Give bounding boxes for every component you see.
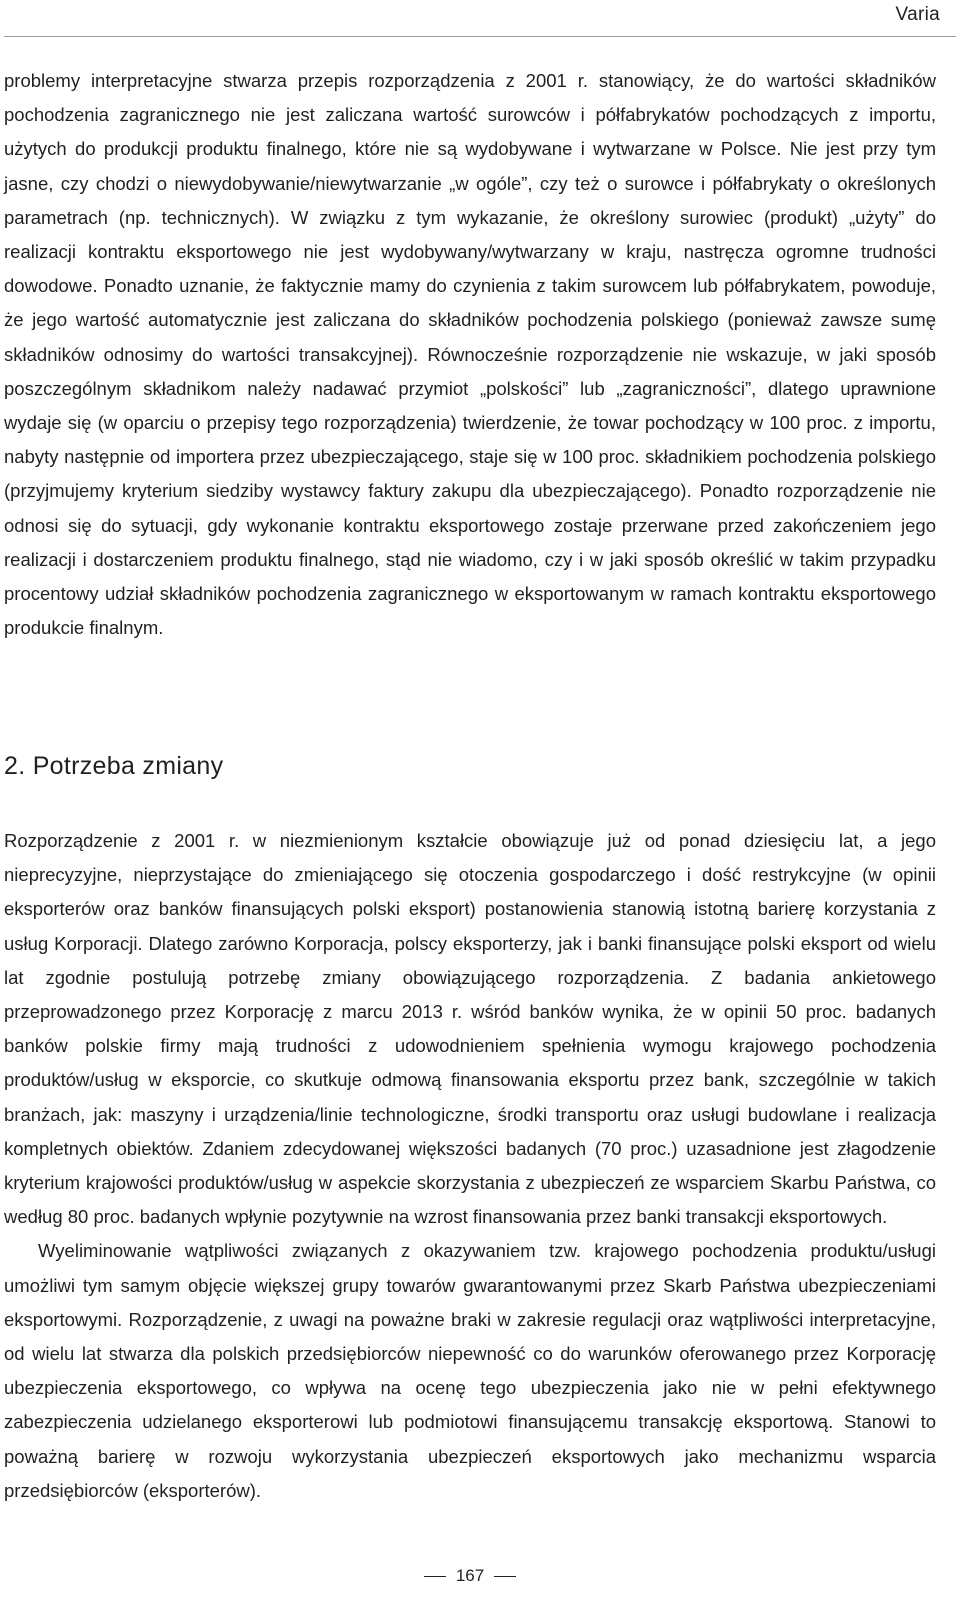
running-head: Varia (895, 4, 940, 25)
folio-dash-right (494, 1576, 516, 1577)
paragraph: problemy interpretacyjne stwarza przepis rozporządzenia z 2001 r. stanowiący, że do wartości składników pochodzenia zagranicznego nie jest zaliczana wartość surowców i półfabrykatów pochodzących z importu, użytych do produkcji produktu finalnego, które nie są wydobywane i wytwarzane w Polsce. Nie jest przy tym jasne, czy chodzi o niewydobywanie/niewytwarzanie „w ogóle”, czy też o surowce i półfabrykaty o określonych parametrach (np. technicznych). W związku z tym wykazanie, że określony surowiec (produkt) „użyty” do realizacji kontraktu eksportowego nie jest wydobywany/wytwarzany w kraju, nastręcza ogromne trudności dowodowe. Ponadto uznanie, że faktycznie mamy do czynienia z takim surowcem lub półfabrykatem, powoduje, że jego wartość automatycznie jest zaliczana do składników pochodzenia polskiego (ponieważ zawsze sumę składników odnosimy do wartości transakcyjnej). Równocześnie rozporządzenie nie wskazuje, w jaki sposób poszczególnym składnikom należy nadawać przymiot „polskości” lub „zagraniczności”, dlatego uprawnione wydaje się (w oparciu o przepisy tego rozporządzenia) twierdzenie, że towar pochodzący w 100 proc. z importu, nabyty następnie od importera przez ubezpieczającego, staje się w 100 proc. składnikiem pochodzenia polskiego (przyjmujemy kryterium siedziby wystawcy faktury zakupu dla ubezpieczającego). Ponadto rozporządzenie nie odnosi się do sytuacji, gdy wykonanie kontraktu eksportowego zostaje przerwane przed zakończeniem jego realizacji i dostarczeniem produktu finalnego, stąd nie wiadomo, czy i w jaki sposób określić w takim przypadku procentowy udział składników pochodzenia zagranicznego w eksportowanym w ramach kontraktu eksportowego produkcie finalnym. (4, 70, 936, 639)
paragraph: Wyeliminowanie wątpliwości związanych z okazywaniem tzw. krajowego pochodzenia produktu/usługi umożliwi tym samym objęcie większej grupy towarów gwarantowanymi przez Skarb Państwa ubezpieczeniami eksportowymi. Rozporządzenie, z uwagi na poważne braki w zakresie regulacji oraz wątpliwości interpretacyjne, od wielu lat stwarza dla polskich przedsiębiorców niepewność co do warunków oferowanego przez Korporację ubezpieczenia eksportowego, co wpływa na ocenę tego ubezpieczenia jako nie w pełni efektywnego zabezpieczenia udzielanego eksporterowi lub podmiotowi finansującemu transakcję eksportową. Stanowi to poważną barierę w rozwoju wykorzystania ubezpieczeń eksportowych jako mechanizmu wsparcia przedsiębiorców (eksporterów). (4, 1240, 936, 1501)
page-folio (0, 1566, 940, 1586)
text-block-lower (4, 824, 936, 1508)
paragraph: Rozporządzenie z 2001 r. w niezmienionym kształcie obowiązuje już od ponad dziesięciu lat, a jego nieprecyzyjne, nieprzystające do zmieniającego się otoczenia gospodarczego i dość restrykcyjne (w opinii eksporterów oraz banków finansujących polski eksport) postanowienia stanowią istotną barierę korzystania z usług Korporacji. Dlatego zarówno Korporacja, polscy eksporterzy, jak i banki finansujące polski eksport od wielu lat zgodnie postulują potrzebę zmiany obowiązującego rozporządzenia. Z badania ankietowego przeprowadzonego przez Korporację z marcu 2013 r. wśród banków wynika, że w opinii 50 proc. badanych banków polskie firmy mają trudności z udowodnieniem spełnienia wymogu krajowego pochodzenia produktów/usług w eksporcie, co skutkuje odmową finansowania eksportu przez bank, szczególnie w takich branżach, jak: maszyny i urządzenia/linie technologiczne, środki transportu oraz usługi budowlane i realizacja kompletnych obiektów. Zdaniem zdecydowanej większości badanych (70 proc.) uzasadnione jest złagodzenie kryterium krajowości produktów/usług w aspekcie skorzystania z ubezpieczeń ze wsparciem Skarbu Państwa, co według 80 proc. badanych wpłynie pozytywnie na wzrost finansowania przez banki transakcji eksportowych. (4, 830, 936, 1228)
header-rule (4, 36, 956, 37)
text-block-upper (4, 64, 936, 645)
page-number: 167 (455, 1566, 485, 1585)
section-heading: 2. Potrzeba zmiany (4, 752, 224, 780)
folio-dash-left (424, 1576, 446, 1577)
